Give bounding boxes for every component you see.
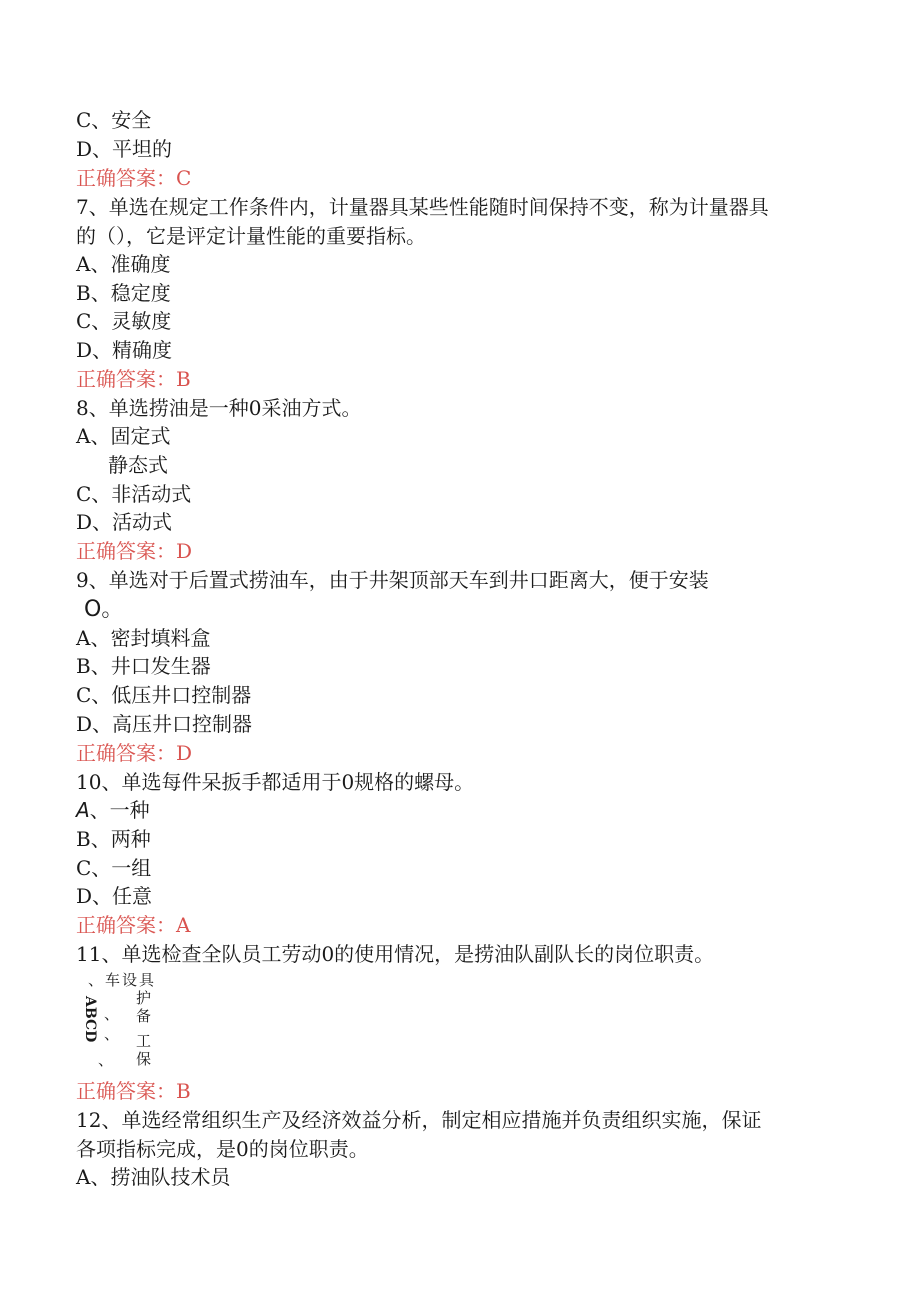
answer-value: C [176,166,192,190]
q7-option-b: B、稳定度 [76,281,171,305]
scatter-top-text: 、车设具 [88,971,157,989]
q12-stem-line2: 各项指标完成，是0的岗位职责。 [76,1137,369,1161]
q9-answer [76,739,192,767]
answer-label: 正确答案： [76,539,176,563]
answer-label: 正确答案： [76,367,176,391]
q12-stem-line1: 12、单选经常组织生产及经济效益分析，制定相应措施并负责组织实施，保证 [76,1108,762,1132]
q6-option-d: D、平坦的 [76,137,173,161]
q7-stem-line1: 7、单选在规定工作条件内，计量器具某些性能随时间保持不变，称为计量器具 [76,195,769,219]
scatter-char-hu: 护 [136,989,152,1007]
q11-stem: 11、单选检查全队员工劳动0的使用情况，是捞油队副队长的岗位职责。 [76,942,715,966]
scatter-char-gong: 工 [136,1032,152,1050]
q6-option-c: C、安全 [76,108,152,132]
answer-value: A [176,913,191,937]
q9-option-b: B、井口发生器 [76,654,211,678]
q10-option-a [76,796,150,824]
answer-label: 正确答案： [76,166,176,190]
q7-option-d: D、精确度 [76,338,173,362]
q8-answer [76,537,192,565]
q12-option-a: A、捞油队技术员 [76,1165,231,1189]
q10-option-c: C、一组 [76,856,152,880]
q8-option-a: A、固定式 [76,424,171,448]
q10-stem: 10、单选每件呆扳手都适用于0规格的螺母。 [76,770,475,794]
answer-label: 正确答案： [76,913,176,937]
answer-value: B [176,367,191,391]
q9-stem-line2: O。 [84,597,124,622]
q7-option-c: C、灵敏度 [76,309,172,333]
q11-answer [76,1077,191,1105]
answer-value: D [176,741,193,765]
q9-option-a: A、密封填料盒 [76,626,211,650]
scatter-comma-3: 、 [98,1051,114,1069]
option-text: 、一种 [89,798,150,822]
scatter-comma-1: 、 [104,1005,120,1023]
q7-option-a: A、准确度 [76,252,171,276]
answer-value: B [176,1079,191,1103]
answer-value: D [176,539,193,563]
option-letters-vertical: ABCD [82,996,98,1043]
q8-option-b: 静态式 [108,453,168,477]
q8-stem: 8、单选捞油是一种0采油方式。 [76,396,362,420]
option-letter: A [76,798,90,822]
q7-stem-line2: 的（），它是评定计量性能的重要指标。 [76,224,426,248]
q9-stem-line1: 9、单选对于后置式捞油车，由于井架顶部天车到井口距离大，便于安装 [76,568,709,592]
answer-label: 正确答案： [76,1079,176,1103]
scatter-char-bao: 保 [136,1050,152,1068]
q8-option-d: D、活动式 [76,510,173,534]
q10-option-d: D、任意 [76,884,153,908]
scatter-char-bei: 备 [136,1007,152,1025]
q10-answer [76,911,190,939]
q9-option-c: C、低压井口控制器 [76,683,252,707]
q8-option-c: C、非活动式 [76,482,192,506]
scatter-comma-2: 、 [104,1025,120,1043]
q10-option-b: B、两种 [76,827,151,851]
q9-option-d: D、高压井口控制器 [76,712,253,736]
answer-label: 正确答案： [76,741,176,765]
q7-answer [76,365,191,393]
q6-answer [76,164,191,192]
